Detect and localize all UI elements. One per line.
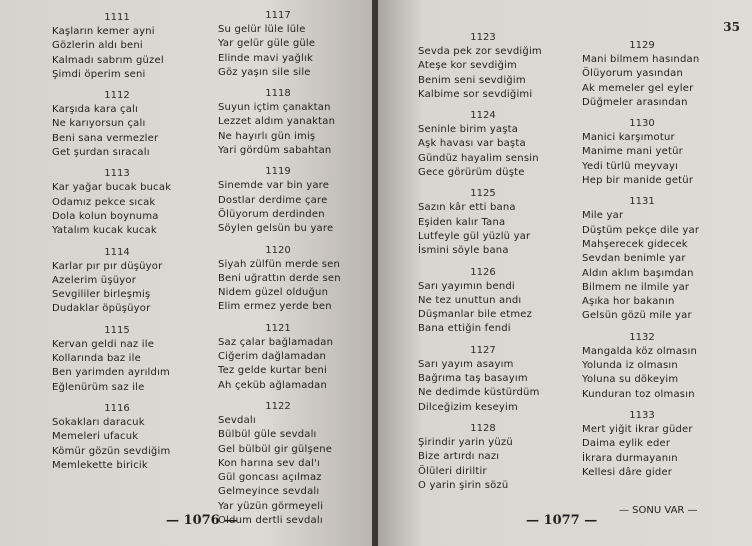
- verse-line: Manime mani yetür: [582, 146, 683, 158]
- poem-block: [418, 108, 548, 180]
- poem-block: [582, 38, 702, 110]
- poem-block: [418, 186, 548, 258]
- verse-line: Gel bülbül gir gülşene: [218, 443, 333, 455]
- verse-line: Get şurdan sıracalı: [52, 147, 150, 159]
- verse-line: Kollarında baz ile: [52, 353, 141, 365]
- poem-block: [52, 401, 182, 473]
- poem-number: 1126: [470, 266, 496, 278]
- verse-line: Ne karıyorsun çalı: [52, 118, 146, 130]
- poem-number: 1130: [629, 118, 655, 130]
- verse-line: Odamız pekce sıcak: [52, 196, 156, 208]
- end-note: — SONU VAR —: [619, 505, 698, 516]
- verse-line: Kalbime sor sevdiğimi: [418, 88, 533, 100]
- verse-line: Yar yüzün görmeyeli: [218, 500, 324, 512]
- verse-line: Mahşerecek gidecek: [582, 238, 688, 250]
- verse-line: Kunduran toz olmasın: [582, 388, 695, 400]
- verse-line: Düşmanlar bile etmez: [418, 309, 533, 321]
- right-folio: — 1077 —: [526, 513, 598, 528]
- verse-line: Göz yaşın sile sile: [218, 66, 311, 78]
- left-page: [0, 0, 374, 546]
- verse-line: Sinemde var bin yare: [218, 180, 330, 192]
- poem-number: 1131: [629, 196, 655, 208]
- poem-number: 1133: [629, 409, 655, 421]
- verse-line: Sevda pek zor sevdiğim: [418, 46, 542, 57]
- poem-number: 1114: [104, 246, 130, 258]
- verse-line: Lezzet aldım yanaktan: [218, 116, 336, 128]
- poem-number: 1115: [104, 324, 130, 336]
- verse-line: Gelsün gözü mile yar: [582, 310, 692, 322]
- verse-line: Kellesi dâre gider: [582, 466, 673, 478]
- poem-block: [218, 8, 338, 80]
- poem-block: [418, 265, 548, 337]
- verse-line: Oldum dertli sevdalı: [218, 515, 323, 527]
- verse-line: Su gelür lüle lüle: [218, 24, 306, 35]
- verse-line: Kervan geldi naz ile: [52, 338, 155, 350]
- verse-line: Söylen gelsün bu yare: [218, 223, 334, 235]
- verse-line: Kar yağar bucak bucak: [52, 182, 172, 194]
- verse-line: Daima eylik eder: [582, 438, 671, 450]
- right-page: [378, 0, 752, 546]
- verse-line: Hep bir manide getür: [582, 175, 694, 187]
- poem-block: [52, 10, 182, 82]
- poem-block: [218, 399, 338, 528]
- verse-line: Elim ermez yerde ben: [218, 301, 332, 313]
- verse-line: Gündüz hayalim sensin: [418, 152, 539, 164]
- verse-line: Gözlerin aldı beni: [52, 40, 143, 52]
- verse-line: İkrara durmayanın: [582, 452, 678, 464]
- verse-line: Gelmeyince sevdalı: [218, 486, 320, 498]
- verse-line: Ne hayırlı gün imiş: [218, 130, 316, 142]
- verse-line: Şimdi öperim seni: [52, 68, 146, 80]
- verse-line: Yedi türlü meyvayı: [582, 160, 679, 172]
- verse-line: Memeleri ufacuk: [52, 431, 139, 443]
- left-column-2: [218, 8, 341, 534]
- verse-line: Bağrıma taş basayım: [418, 373, 528, 385]
- verse-line: O yarin şirin sözü: [418, 479, 509, 491]
- poem-block: [418, 343, 548, 415]
- verse-line: Yolunda iz olmasın: [582, 360, 678, 372]
- verse-line: Sevdalı: [218, 414, 256, 426]
- verse-line: Suyun içtim çanaktan: [218, 102, 331, 114]
- poem-number: 1120: [265, 244, 291, 256]
- verse-line: Kaşların kemer ayni: [52, 26, 155, 37]
- verse-line: Mangalda köz olmasın: [582, 345, 698, 357]
- poem-block: [218, 164, 338, 236]
- verse-line: Yatalım kucak kucak: [52, 225, 157, 237]
- verse-line: Bülbül güle sevdalı: [218, 429, 317, 441]
- verse-line: Dola kolun boynuma: [52, 210, 159, 222]
- verse-line: Bilmem ne ilmile yar: [582, 281, 690, 293]
- verse-line: Sokakları daracuk: [52, 416, 145, 428]
- poem-block: [218, 243, 341, 315]
- left-column-1: [52, 10, 182, 479]
- poem-number: 1129: [629, 40, 655, 51]
- verse-line: Eşiden kalır Tana: [418, 216, 506, 228]
- poem-block: [418, 421, 548, 493]
- verse-line: Beni sana vermezler: [52, 132, 159, 144]
- verse-line: Sevgililer birleşmiş: [52, 289, 151, 301]
- verse-line: Seninle birim yaşta: [418, 124, 519, 136]
- verse-line: Dostlar derdime çare: [218, 194, 328, 206]
- verse-line: Sevdan benimle yar: [582, 253, 686, 265]
- verse-line: Yoluna su dökeyim: [582, 374, 679, 386]
- verse-line: Sazın kâr etti bana: [418, 202, 516, 214]
- verse-line: Bana ettiğin fendi: [418, 323, 511, 335]
- verse-line: Ciğerim dağlamadan: [218, 351, 327, 363]
- verse-line: Ben yarimden ayrıldım: [52, 367, 171, 379]
- verse-line: Aşk havası var başta: [418, 138, 526, 150]
- verse-line: Manici karşımotur: [582, 132, 675, 144]
- verse-line: Ah çeküb ağlamadan: [218, 379, 328, 391]
- verse-line: Nidem güzel olduğun: [218, 287, 329, 299]
- poem-block: [52, 88, 182, 160]
- poem-block: [582, 330, 702, 402]
- poem-number: 1125: [470, 188, 496, 200]
- poem-block: [582, 408, 702, 480]
- verse-line: Gece görürüm düşte: [418, 167, 525, 179]
- verse-line: Şirindir yarin yüzü: [418, 436, 513, 448]
- verse-line: Bize artırdı nazı: [418, 451, 500, 463]
- verse-line: Gül goncası açılmaz: [218, 472, 322, 484]
- verse-line: Tez gelde kurtar beni: [218, 365, 328, 377]
- right-column-2: [582, 38, 702, 486]
- poem-block: [418, 30, 548, 102]
- verse-line: Memlekette biricik: [52, 459, 148, 471]
- poem-block: [52, 323, 182, 395]
- verse-line: Karşıda kara çalı: [52, 104, 139, 116]
- poem-block: [218, 86, 338, 158]
- verse-line: Kon harına sev dal'ı: [218, 457, 320, 469]
- poem-number: 1113: [104, 168, 130, 180]
- verse-line: Saz çalar bağlamadan: [218, 336, 334, 348]
- verse-line: Ölüleri diriltir: [418, 465, 487, 477]
- poem-number: 1124: [470, 110, 496, 122]
- verse-line: Ölüyorum derdinden: [218, 208, 325, 220]
- verse-line: Düğmeler arasından: [582, 96, 688, 108]
- poem-number: 1132: [629, 331, 655, 343]
- verse-line: Mani bilmem hasından: [582, 54, 700, 65]
- poem-number: 1111: [104, 12, 130, 23]
- verse-line: Benim seni sevdiğim: [418, 74, 526, 86]
- verse-line: İsmini söyle bana: [418, 245, 509, 257]
- verse-line: Yar gelür güle güle: [218, 38, 316, 50]
- verse-line: Ne tez unuttun andı: [418, 294, 522, 306]
- verse-line: Ne dedimde küstürdüm: [418, 387, 540, 399]
- verse-line: Eğlenürüm saz ile: [52, 381, 145, 393]
- poem-number: 1119: [265, 166, 291, 178]
- verse-line: Karlar pır pır düşüyor: [52, 260, 163, 272]
- right-column-1: [418, 30, 548, 499]
- poem-number: 1116: [104, 402, 130, 414]
- poem-block: [52, 245, 182, 317]
- verse-line: Ateşe kor sevdiğim: [418, 60, 517, 72]
- verse-line: Ak memeler gel eyler: [582, 82, 694, 94]
- poem-number: 1127: [470, 344, 496, 356]
- page-number: 35: [723, 20, 740, 34]
- poem-number: 1118: [265, 88, 291, 100]
- poem-block: [52, 166, 182, 238]
- verse-line: Siyah zülfün merde sen: [218, 258, 341, 270]
- left-folio: — 1076 —: [166, 513, 238, 528]
- verse-line: Kömür gözün sevdiğim: [52, 445, 171, 457]
- verse-line: Ölüyorum yasından: [582, 68, 683, 80]
- verse-line: Yari gördüm sabahtan: [218, 145, 332, 157]
- poem-block: [218, 321, 338, 393]
- verse-line: Aldın aklım başımdan: [582, 267, 694, 279]
- verse-line: Sarı yayımın bendi: [418, 280, 515, 292]
- verse-line: Beni uğrattın derde sen: [218, 272, 341, 284]
- poem-number: 1122: [265, 400, 291, 412]
- poem-block: [582, 194, 702, 323]
- verse-line: Elinde mavi yağlık: [218, 52, 313, 64]
- verse-line: Dudaklar öpüşüyor: [52, 303, 151, 315]
- verse-line: Azelerim üşüyor: [52, 274, 137, 286]
- verse-line: Mert yiğit ikrar güder: [582, 423, 693, 435]
- poem-number: 1128: [470, 422, 496, 434]
- poem-number: 1121: [265, 322, 291, 334]
- poem-number: 1112: [104, 90, 130, 102]
- verse-line: Düştüm pekçe dile yar: [582, 224, 700, 236]
- verse-line: Dilceğizim keseyim: [418, 401, 518, 413]
- poem-block: [582, 116, 702, 188]
- verse-line: Mile yar: [582, 210, 624, 222]
- poem-number: 1117: [265, 10, 291, 21]
- verse-line: Lutfeyle gül yüzlü yar: [418, 230, 531, 242]
- verse-line: Sarı yayım asayım: [418, 358, 514, 370]
- poem-number: 1123: [470, 32, 496, 43]
- verse-line: Aşıka hor bakanın: [582, 296, 675, 308]
- verse-line: Kalmadı sabrım güzel: [52, 54, 164, 66]
